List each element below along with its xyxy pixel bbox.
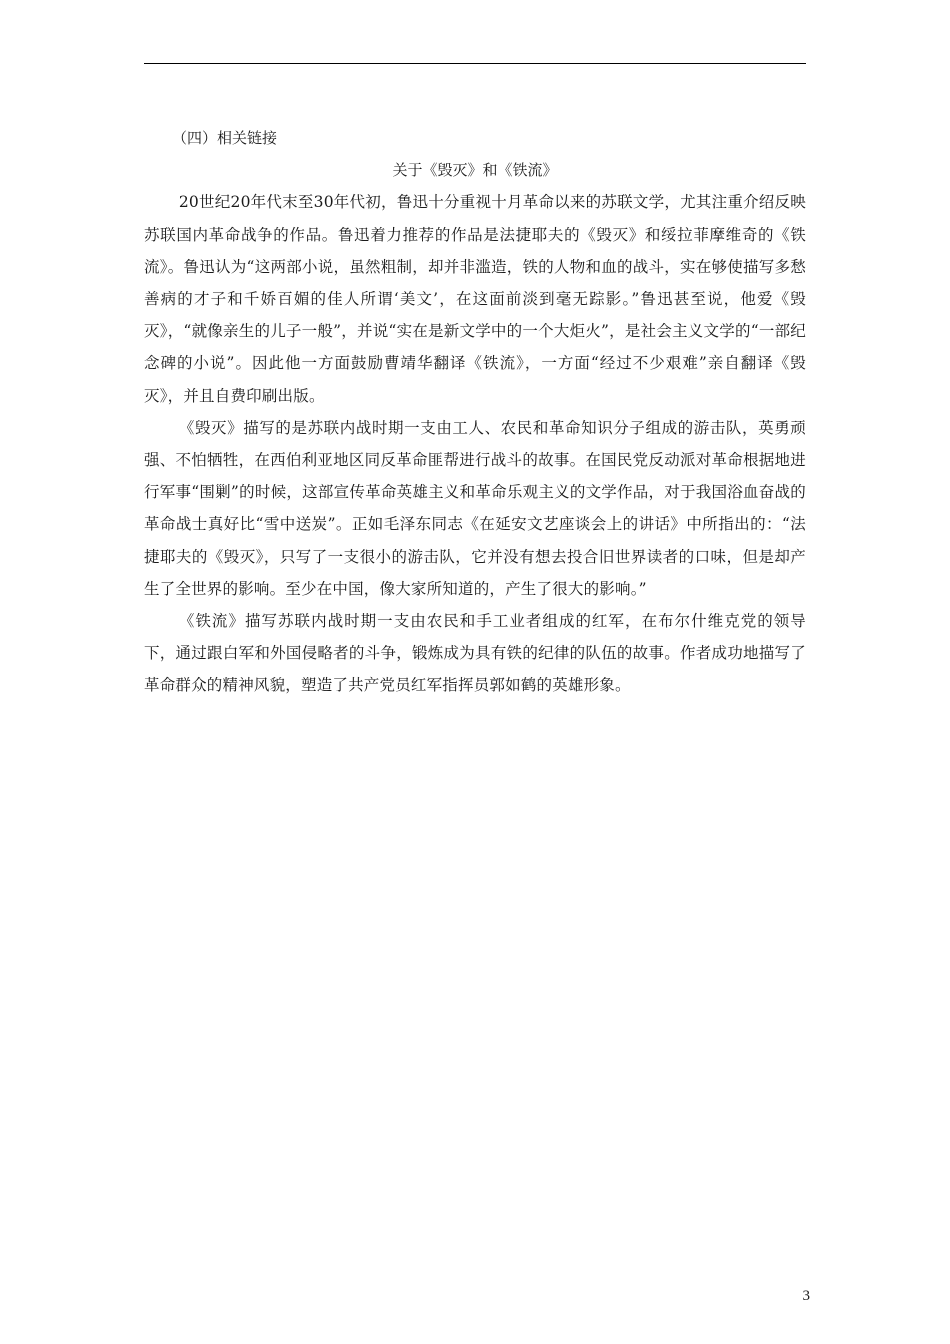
paragraph-huimie: 《毁灭》描写的是苏联内战时期一支由工人、农民和革命知识分子组成的游击队，英勇顽强、不怕牺牲，在西伯利亚地区同反革命匪帮进行战斗的故事。在国民党反动派对革命根据地进行军事“围剿”的时候，这部宣传革命英雄主义和革命乐观主义的文学作品，对于我国浴血奋战的革命战士真好比“雪中送炭”。正如毛泽东同志《在延安文艺座谈会上的讲话》中所指出的：“法捷耶夫的《毁灭》，只写了一支很小的游击队，它并没有想去投合旧世界读者的口味，但是却产生了全世界的影响。至少在中国，像大家所知道的，产生了很大的影响。” <box>144 418 806 598</box>
paragraph-intro: 20世纪20年代末至30年代初，鲁迅十分重视十月革命以来的苏联文学，尤其注重介绍反映苏联国内革命战争的作品。鲁迅着力推荐的作品是法捷耶夫的《毁灭》和绥拉菲摩维奇的《铁流》。鲁迅认为“这两部小说，虽然粗制，却并非滥造，铁的人物和血的战斗，实在够使描写多愁善病的才子和千娇百媚的佳人所谓‘美文’，在这面前淡到毫无踪影。”鲁迅甚至说，他爱《毁灭》，“就像亲生的儿子一般”，并说“实在是新文学中的一个大炬火”，是社会主义文学的“一部纪念碑的小说”。因此他一方面鼓励曹靖华翻译《铁流》，一方面“经过不少艰难”亲自翻译《毁灭》，并且自费印刷出版。 <box>144 193 806 405</box>
page-number: 3 <box>802 1288 810 1304</box>
paragraph-tieliu: 《铁流》描写苏联内战时期一支由农民和手工业者组成的红军，在布尔什维克党的领导下，通过跟白军和外国侵略者的斗争，锻炼成为具有铁的纪律的队伍的故事。作者成功地描写了革命群众的精神风貌，塑造了共产党员红军指挥员郭如鹤的英雄形象。 <box>144 612 806 695</box>
section-heading: （四）相关链接 <box>172 129 278 147</box>
header-rule <box>144 63 806 64</box>
article-title: 关于《毁灭》和《铁流》 <box>392 161 558 180</box>
document-body <box>144 122 806 702</box>
